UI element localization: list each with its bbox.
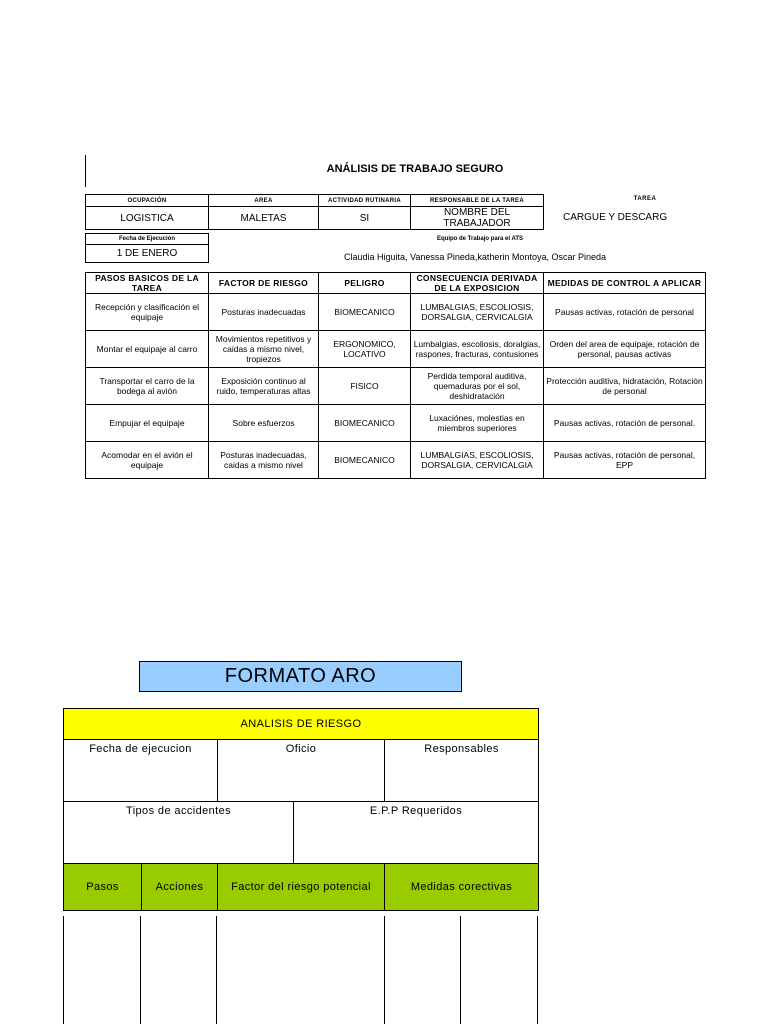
ats-header-table [85, 194, 544, 230]
medidas-cell: Pausas activas, rotación de personal. [544, 405, 706, 442]
column-header: FACTOR DE RIESGO [209, 273, 319, 294]
factor-cell: Movimientos repetitivos y caidas a mismo nivel, tropiezos [209, 331, 319, 368]
ocupacion-label: OCUPACIÓN [86, 195, 209, 207]
area-value: MALETAS [209, 207, 319, 230]
consecuencia-cell: Luxaciónes, molestias en miembros superiores [411, 405, 544, 442]
responsable-label: RESPONSABLE DE LA TAREA [411, 195, 544, 207]
table-row [86, 331, 706, 368]
ats-main-table [85, 272, 706, 479]
actividad-label: ACTIVIDAD RUTINARIA [319, 195, 411, 207]
medidas-cell: Pausas activas, rotación de personal, EPP [544, 442, 706, 479]
actividad-value: SI [319, 207, 411, 230]
grid-line [140, 916, 141, 1024]
column-header: PASOS BASICOS DE LA TAREA [86, 273, 209, 294]
paso-cell: Montar el equipaje al carro [86, 331, 209, 368]
pasos-column-header: Pasos [64, 864, 142, 911]
area-label: AREA [209, 195, 319, 207]
grid-line [63, 916, 64, 1024]
grid-line [537, 916, 538, 1024]
factor-riesgo-column-header: Factor del riesgo potencial [218, 864, 385, 911]
ats-title: ANÁLISIS DE TRABAJO SEGURO [326, 163, 504, 175]
factor-cell: Posturas inadecuadas, caidas a mismo nivel [209, 442, 319, 479]
table-row [86, 368, 706, 405]
factor-cell: Posturas inadecuadas [209, 294, 319, 331]
paso-cell: Recepción y clasificación el equipaje [86, 294, 209, 331]
peligro-cell: BIOMECANICO [319, 294, 411, 331]
fecha-label: Fecha de Ejecución [86, 234, 209, 245]
aro-empty-rows [63, 916, 538, 1024]
consecuencia-cell: LUMBALGIAS, ESCOLIOSIS, DORSALGIA, CERVICALGIA [411, 442, 544, 479]
fecha-table [85, 233, 209, 263]
paso-cell: Transportar el carro de la bodega al avión [86, 368, 209, 405]
table-row [86, 405, 706, 442]
aro-table [63, 708, 539, 911]
table-row [86, 294, 706, 331]
ats-main-table-wrap [85, 272, 703, 480]
peligro-cell: ERGONOMICO, LOCATIVO [319, 331, 411, 368]
acciones-column-header: Acciones [142, 864, 218, 911]
left-border-line [85, 155, 86, 187]
table-row [86, 442, 706, 479]
consecuencia-cell: Perdida temporal auditiva, quemaduras por el sol, deshidratación [411, 368, 544, 405]
epp-requeridos-field: E.P.P Requeridos [294, 802, 539, 864]
ocupacion-value: LOGISTICA [86, 207, 209, 230]
formato-aro-title: FORMATO ARO [139, 661, 462, 692]
peligro-cell: FISICO [319, 368, 411, 405]
factor-cell: Sobre esfuerzos [209, 405, 319, 442]
paso-cell: Empujar el equipaje [86, 405, 209, 442]
equipo-label: Equipo de Trabajo para el ATS [436, 236, 523, 242]
responsables-field: Responsables [385, 740, 539, 802]
fecha-value: 1 DE ENERO [86, 245, 209, 263]
grid-line [384, 916, 385, 1024]
tarea-label: TAREA [633, 196, 657, 202]
medidas-cell: Orden del area de equipaje, rotación de personal, pausas activas [544, 331, 706, 368]
peligro-cell: BIOMECANICO [319, 405, 411, 442]
peligro-cell: BIOMECANICO [319, 442, 411, 479]
equipo-value: Claudia Higuita, Vanessa Pineda,katherin Montoya, Oscar Pineda [344, 252, 606, 262]
tarea-value: CARGUE Y DESCARG [563, 212, 668, 223]
medidas-column-header: Medidas corectivas [385, 864, 539, 911]
grid-line [460, 916, 461, 1024]
analisis-riesgo-header: ANALISIS DE RIESGO [64, 709, 539, 740]
oficio-field: Oficio [218, 740, 385, 802]
fecha-ejecucion-field: Fecha de ejecucion [64, 740, 218, 802]
tipos-accidentes-field: Tipos de accidentes [64, 802, 294, 864]
paso-cell: Acomodar en el avión el equipaje [86, 442, 209, 479]
consecuencia-cell: Lumbalgias, escoliosis, doralgias, raspones, fracturas, contusiones [411, 331, 544, 368]
column-header: PELIGRO [319, 273, 411, 294]
medidas-cell: Pausas activas, rotación de personal [544, 294, 706, 331]
column-header: CONSECUENCIA DERIVADA DE LA EXPOSICION [411, 273, 544, 294]
responsable-value: NOMBRE DEL TRABAJADOR [411, 207, 544, 230]
factor-cell: Exposición continuo al ruido, temperaturas altas [209, 368, 319, 405]
grid-line [216, 916, 217, 1024]
column-header: MEDIDAS DE CONTROL A APLICAR [544, 273, 706, 294]
medidas-cell: Protección auditiva, hidratación, Rotación de personal [544, 368, 706, 405]
consecuencia-cell: LUMBALGIAS, ESCOLIOSIS, DORSALGIA, CERVICALGIA [411, 294, 544, 331]
